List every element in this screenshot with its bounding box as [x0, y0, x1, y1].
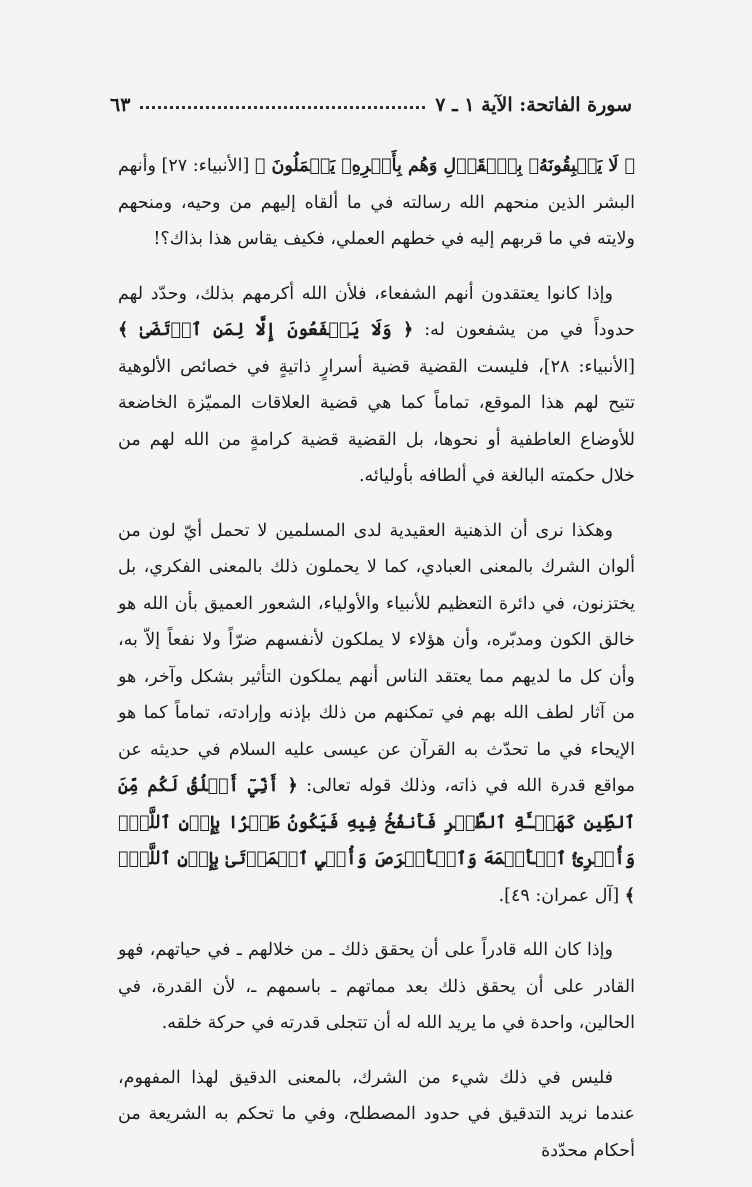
quran-verse: ﴿ لَا يَسۡبِقُونَهُۥ بِٱلۡقَوۡلِ وَهُم بِأَمۡرِهِۦ يَعۡمَلُونَ ﴾ [254, 156, 636, 176]
leader-dots [140, 98, 425, 109]
page-number: ٦٣ [110, 94, 131, 116]
paragraph [118, 148, 635, 258]
quran-verse: ﴿ وَلَا يَشۡفَعُونَ إِلَّا لِمَنِ ٱرۡتَضَىٰ ﴾ [118, 320, 414, 340]
paragraph-text: وإذا كان الله قادراً على أن يحقق ذلك ـ من خلالهم ـ في حياتهم، فهو القادر على أن يحقق ذلك بعد مماتهم ـ باسمهم ـ، لأن القدرة، في الحالين، واحدة في ما يريد الله له أن تتجلى قدرته في حركة خلقه. [118, 940, 635, 1033]
paragraph-text: [الأنبياء: ٢٨]، فليست القضية قضية أسرارٍ ذاتيةٍ في خصائص الألوهية تتيح لهم هذا الموقع، تماماً كما هي قضية العلاقات المميّزة الخاضعة للأوضاع العاطفية أو نحوها، بل القضية قضية كرامةٍ من الله لهم من خلال حكمته البالغة في ألطافه بأوليائه. [118, 356, 635, 486]
paragraph-text: [الأنبياء: ٢٧] وأنهم البشر الذين منحهم الله رسالته في ما ألقاه إليهم من وحيه، ومنحهم ولايته في ما قربهم إليه في خطهم العملي، فكيف يقاس هذا بذاك؟! [118, 156, 635, 249]
paragraph-text: [آل عمران: ٤٩]. [498, 885, 625, 906]
paragraph [118, 932, 635, 1042]
running-header [110, 88, 632, 122]
paragraph-text: وإذا كانوا يعتقدون أنهم الشفعاء، فلأن الله أكرمهم بذلك، وحدّد لهم حدوداً في من يشفعون له: [118, 283, 635, 340]
body-text [118, 148, 635, 1187]
paragraph [118, 513, 635, 915]
quran-verse: ﴿ أَنِّيٓ أَخۡلُقُ لَكُم مِّنَ ٱلطِّينِ كَهَيۡـَٔةِ ٱلطَّيۡرِ فَأَنفُخُ فِيهِ فَيَكُونُ طَيۡرَۢا بِإِذۡنِ ٱللَّهِۖ وَأُبۡرِئُ ٱلۡأَكۡمَهَ وَٱلۡأَبۡرَصَ وَأُحۡيِ ٱلۡمَوۡتَىٰ بِإِذۡنِ ٱللَّهِۖ ﴾ [118, 776, 635, 906]
paragraph [118, 276, 635, 495]
paragraph [118, 1060, 635, 1170]
paragraph-text: فليس في ذلك شيء من الشرك، بالمعنى الدقيق لهذا المفهوم، عندما نريد التدقيق في حدود المصطلح، وفي ما تحكم به الشريعة من أحكام محدّدة [118, 1067, 635, 1161]
paragraph-text: وهكذا نرى أن الذهنية العقيدية لدى المسلمين لا تحمل أيّ لون من ألوان الشرك بالمعنى العبادي، كما لا يحملون ذلك بالمعنى الفكري، بل يختزنون، في دائرة التعظيم للأنبياء والأولياء، الشعور العميق بأن الله هو خالق الكون ومدبّره، وأن هؤلاء لا يملكون لأنفسهم ضرّاً ولا نفعاً إلاّ به، وأن كل ما لديهم مما يعتقد الناس أنهم يملكون التأثير بشكل وآخر، هو من آثار لطف الله بهم في تمكنهم من ذلك بإذنه وإرادته، تماماً كما هو الإيحاء في ما تحدّث به القرآن عن عيسى عليه السلام في حديثه عن مواقع قدرة الله في ذاته، وذلك قوله تعالى: [118, 520, 635, 796]
chapter-title: سورة الفاتحة: الآية ١ ـ ٧ [435, 94, 632, 116]
